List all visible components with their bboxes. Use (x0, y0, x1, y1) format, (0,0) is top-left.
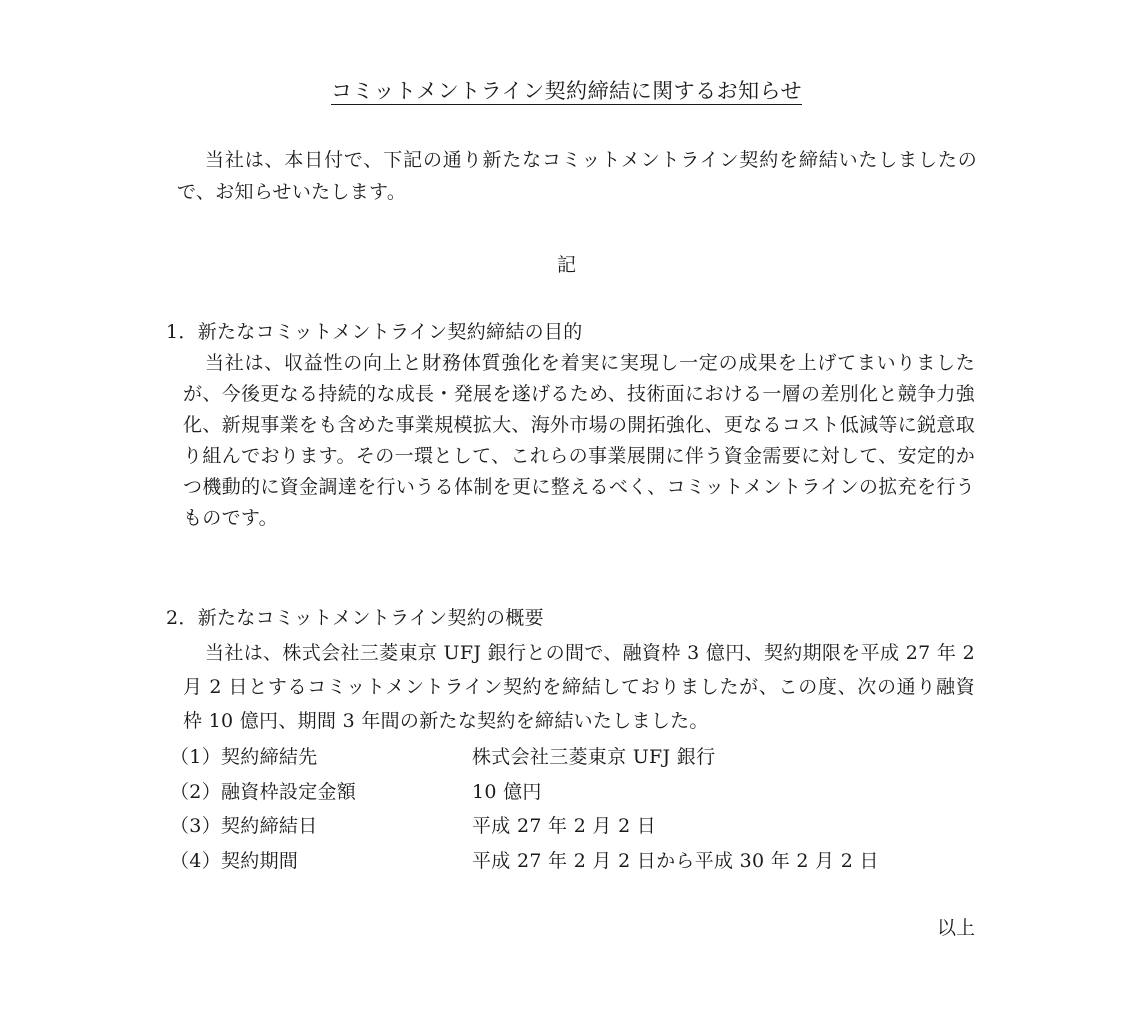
document-title (0, 76, 1133, 106)
section2-body: 当社は、株式会社三菱東京 UFJ 銀行との間で、融資枠 3 億円、契約期限を平成 27 年 2 月 2 日とするコミットメントライン契約を締結しておりましたが、この度、次の通り融資枠 10 億円、期間 3 年間の新たな契約を締結いたしました。 (183, 642, 975, 732)
term-row-counterparty (170, 740, 970, 775)
term-label: （1）契約締結先 (170, 746, 318, 768)
term-value: 株式会社三菱東京 UFJ 銀行 (472, 746, 716, 768)
document-title-text: コミットメントライン契約締結に関するお知らせ (330, 79, 803, 103)
term-row-amount (170, 775, 970, 810)
section2-heading: 2．新たなコミットメントライン契約の概要 (166, 607, 544, 629)
term-label: （3）契約締結日 (170, 815, 318, 837)
intro-paragraph: 当社は、本日付で、下記の通り新たなコミットメントライン契約を締結いたしましたので、お知らせいたします。 (177, 149, 977, 203)
term-row-date (170, 809, 970, 844)
ki-marker: 記 (556, 254, 576, 276)
term-row-period (170, 844, 970, 879)
term-value: 10 億円 (472, 780, 542, 803)
term-label: （2）融資枠設定金額 (170, 780, 357, 803)
term-value: 平成 27 年 2 月 2 日から平成 30 年 2 月 2 日 (472, 849, 879, 872)
section1-heading: 1．新たなコミットメントライン契約締結の目的 (166, 321, 583, 343)
contract-terms-list (170, 740, 970, 878)
term-value: 平成 27 年 2 月 2 日 (472, 815, 657, 837)
section1-body: 当社は、収益性の向上と財務体質強化を着実に実現し一定の成果を上げてまいりましたが、今後更なる持続的な成長・発展を遂げるため、技術面における一層の差別化と競争力強化、新規事業をも含めた事業規模拡大、海外市場の開拓強化、更なるコスト低減等に鋭意取り組んでおります。その一環として、これらの事業展開に伴う資金需要に対して、安定的かつ機動的に資金調達を行いうる体制を更に整えるべく、コミットメントラインの拡充を行うものです。 (183, 352, 975, 529)
term-label: （4）契約期間 (170, 849, 299, 872)
closing-mark: 以上 (936, 917, 975, 939)
